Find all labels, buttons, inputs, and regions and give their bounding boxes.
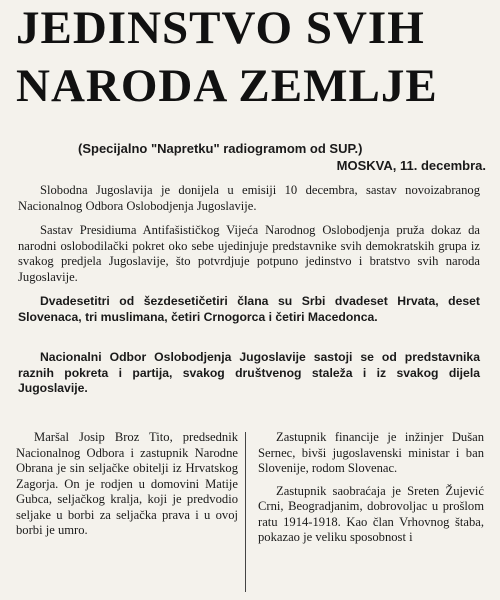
paragraph-presidium: Sastav Presidiuma Antifašističkog Vijeća Narodnog Oslobodjenja pruža dokaz da narodni oslobodilački pokret oko sebe ujedinjuje predstavnike svih demokratskih grupa iz svakog predjela Jugoslavije, što potvrdjuje potpuno jedinstvo i bratstvo svih naroda Jugoslavije.: [18, 223, 480, 284]
right-column-paragraph-1: Zastupnik financije je inžinjer Dušan Sernec, bivši jugoslavenski ministar i ban Slovenije, rodom Slovenac.: [258, 430, 484, 475]
paragraph-intro: Slobodna Jugoslavija je donijela u emisiji 10 decembra, sastav novoizabranog Nacionalnog Odbora Oslobodjenja Jugoslavije.: [18, 183, 480, 213]
left-column: [16, 430, 238, 546]
paragraph-composition: Dvadesetitri od šezdesetičetiri člana su Srbi dvadeset Hrvata, deset Slovenaca, tri muslimana, četiri Crnogorca i četiri Macedonca.: [18, 294, 480, 324]
column-divider: [245, 432, 246, 592]
subtitle: (Specijalno "Napretku" radiogramom od SUP.): [78, 141, 363, 156]
right-column: [258, 430, 484, 553]
dateline: MOSKVA, 11. decembra.: [336, 158, 486, 173]
headline-line-1: JEDINSTVO SVIH: [16, 2, 425, 54]
headline-line-2: NARODA ZEMLJE: [16, 60, 438, 112]
paragraph-committee: Nacionalni Odbor Oslobodjenja Jugoslavije sastoji se od predstavnika raznih pokreta i partija, svakog društvenog staleža i iz svakog dijela Jugoslavije.: [18, 350, 480, 395]
left-column-paragraph: Maršal Josip Broz Tito, predsednik Nacionalnog Odbora i zastupnik Narodne Obrana je sin seljačke obitelji iz Hrvatskog Zagorja. On je rodjen u domovini Matije Gubca, seljačkog kralja, koji je predvodio seljake u borbi za seljačka prava i u ovoj borbi je umro.: [16, 430, 238, 537]
right-column-paragraph-2: Zastupnik saobraćaja je Sreten Žujević Crni, Beogradjanim, dobrovoljac u prošlom ratu 1914-1918. Kao član Vrhovnog štaba, pokazao je veliku sposobnost i: [258, 483, 484, 544]
